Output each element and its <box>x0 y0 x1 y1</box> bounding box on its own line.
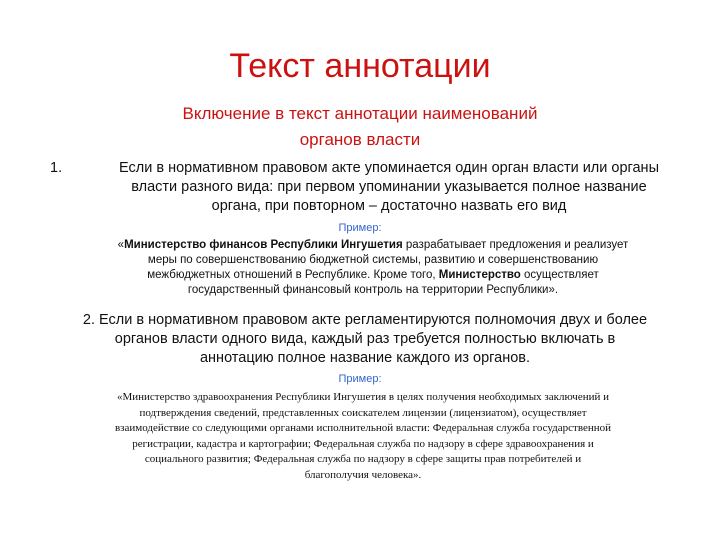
example-2-line-1: «Министерство здравоохранения Республики Ингушетия в целях получения необходимых заключений и <box>116 391 609 403</box>
subtitle-line-2: органов власти <box>299 130 421 149</box>
example-label-2: Пример: <box>338 373 382 385</box>
rule-item-1 <box>50 159 700 216</box>
example-1-text-1: разрабатывает предложения и реализует <box>402 239 629 251</box>
rule-item-1-number: 1. <box>50 160 63 176</box>
rule-item-1-line-3: органа, при повторном – достаточно назвать его вид <box>211 198 567 214</box>
example-2-line-4: регистрации, кадастра и картографии; Федеральная служба по надзору в сфере здравоохранения и <box>132 437 594 450</box>
example-1-open-quote: « <box>117 239 125 251</box>
example-2-line-2: подтверждения сведений, представленных соискателем лицензии (лицензиатом), осуществляет <box>139 406 587 419</box>
example-1-line-2: меры по совершенствованию бюджетной системы, развитию и совершенствованию <box>147 254 599 266</box>
rule-item-2-line-2: органов власти одного вида, каждый раз требуется полностью включать в <box>114 331 616 347</box>
example-1-line-1 <box>58 238 688 253</box>
example-2-line-6: благополучия человека». <box>304 468 422 481</box>
example-2 <box>38 390 688 483</box>
example-1 <box>58 238 688 298</box>
example-1-bold-ministry-short: Министерство <box>438 269 521 281</box>
example-1-line-3-post: осуществляет <box>520 269 599 281</box>
rule-item-1-body <box>50 159 700 216</box>
example-1-bold-ministry: Министерство финансов Республики Ингушетия <box>124 239 403 251</box>
example-label-1: Пример: <box>338 222 382 234</box>
example-1-line-3 <box>58 268 688 283</box>
rule-item-2-line-1: 2. Если в нормативном правовом акте регламентируются полномочия двух и более <box>82 312 648 328</box>
slide-subtitle <box>60 101 660 153</box>
rule-item-2 <box>40 311 690 368</box>
example-1-line-3-pre: межбюджетных отношений в Республике. Кроме того, <box>147 269 439 281</box>
example-2-line-5: социального развития; Федеральная служба по надзору в сфере защиты прав потребителей и <box>144 453 582 465</box>
subtitle-line-1: Включение в текст аннотации наименований <box>182 104 538 123</box>
rule-item-2-line-3: аннотацию полное название каждого из органов. <box>199 350 531 366</box>
rule-item-1-line-1: Если в нормативном правовом акте упоминается один орган власти или органы <box>118 160 659 176</box>
example-2-line-3: взаимодействие со следующими органами исполнительной власти: Федеральная служба государственной <box>114 422 612 434</box>
example-1-line-4: государственный финансовый контроль на территории Республики». <box>187 284 559 296</box>
slide-title: Текст аннотации <box>229 47 491 85</box>
rule-item-1-line-2: власти разного вида: при первом упоминании указывается полное название <box>131 179 647 195</box>
